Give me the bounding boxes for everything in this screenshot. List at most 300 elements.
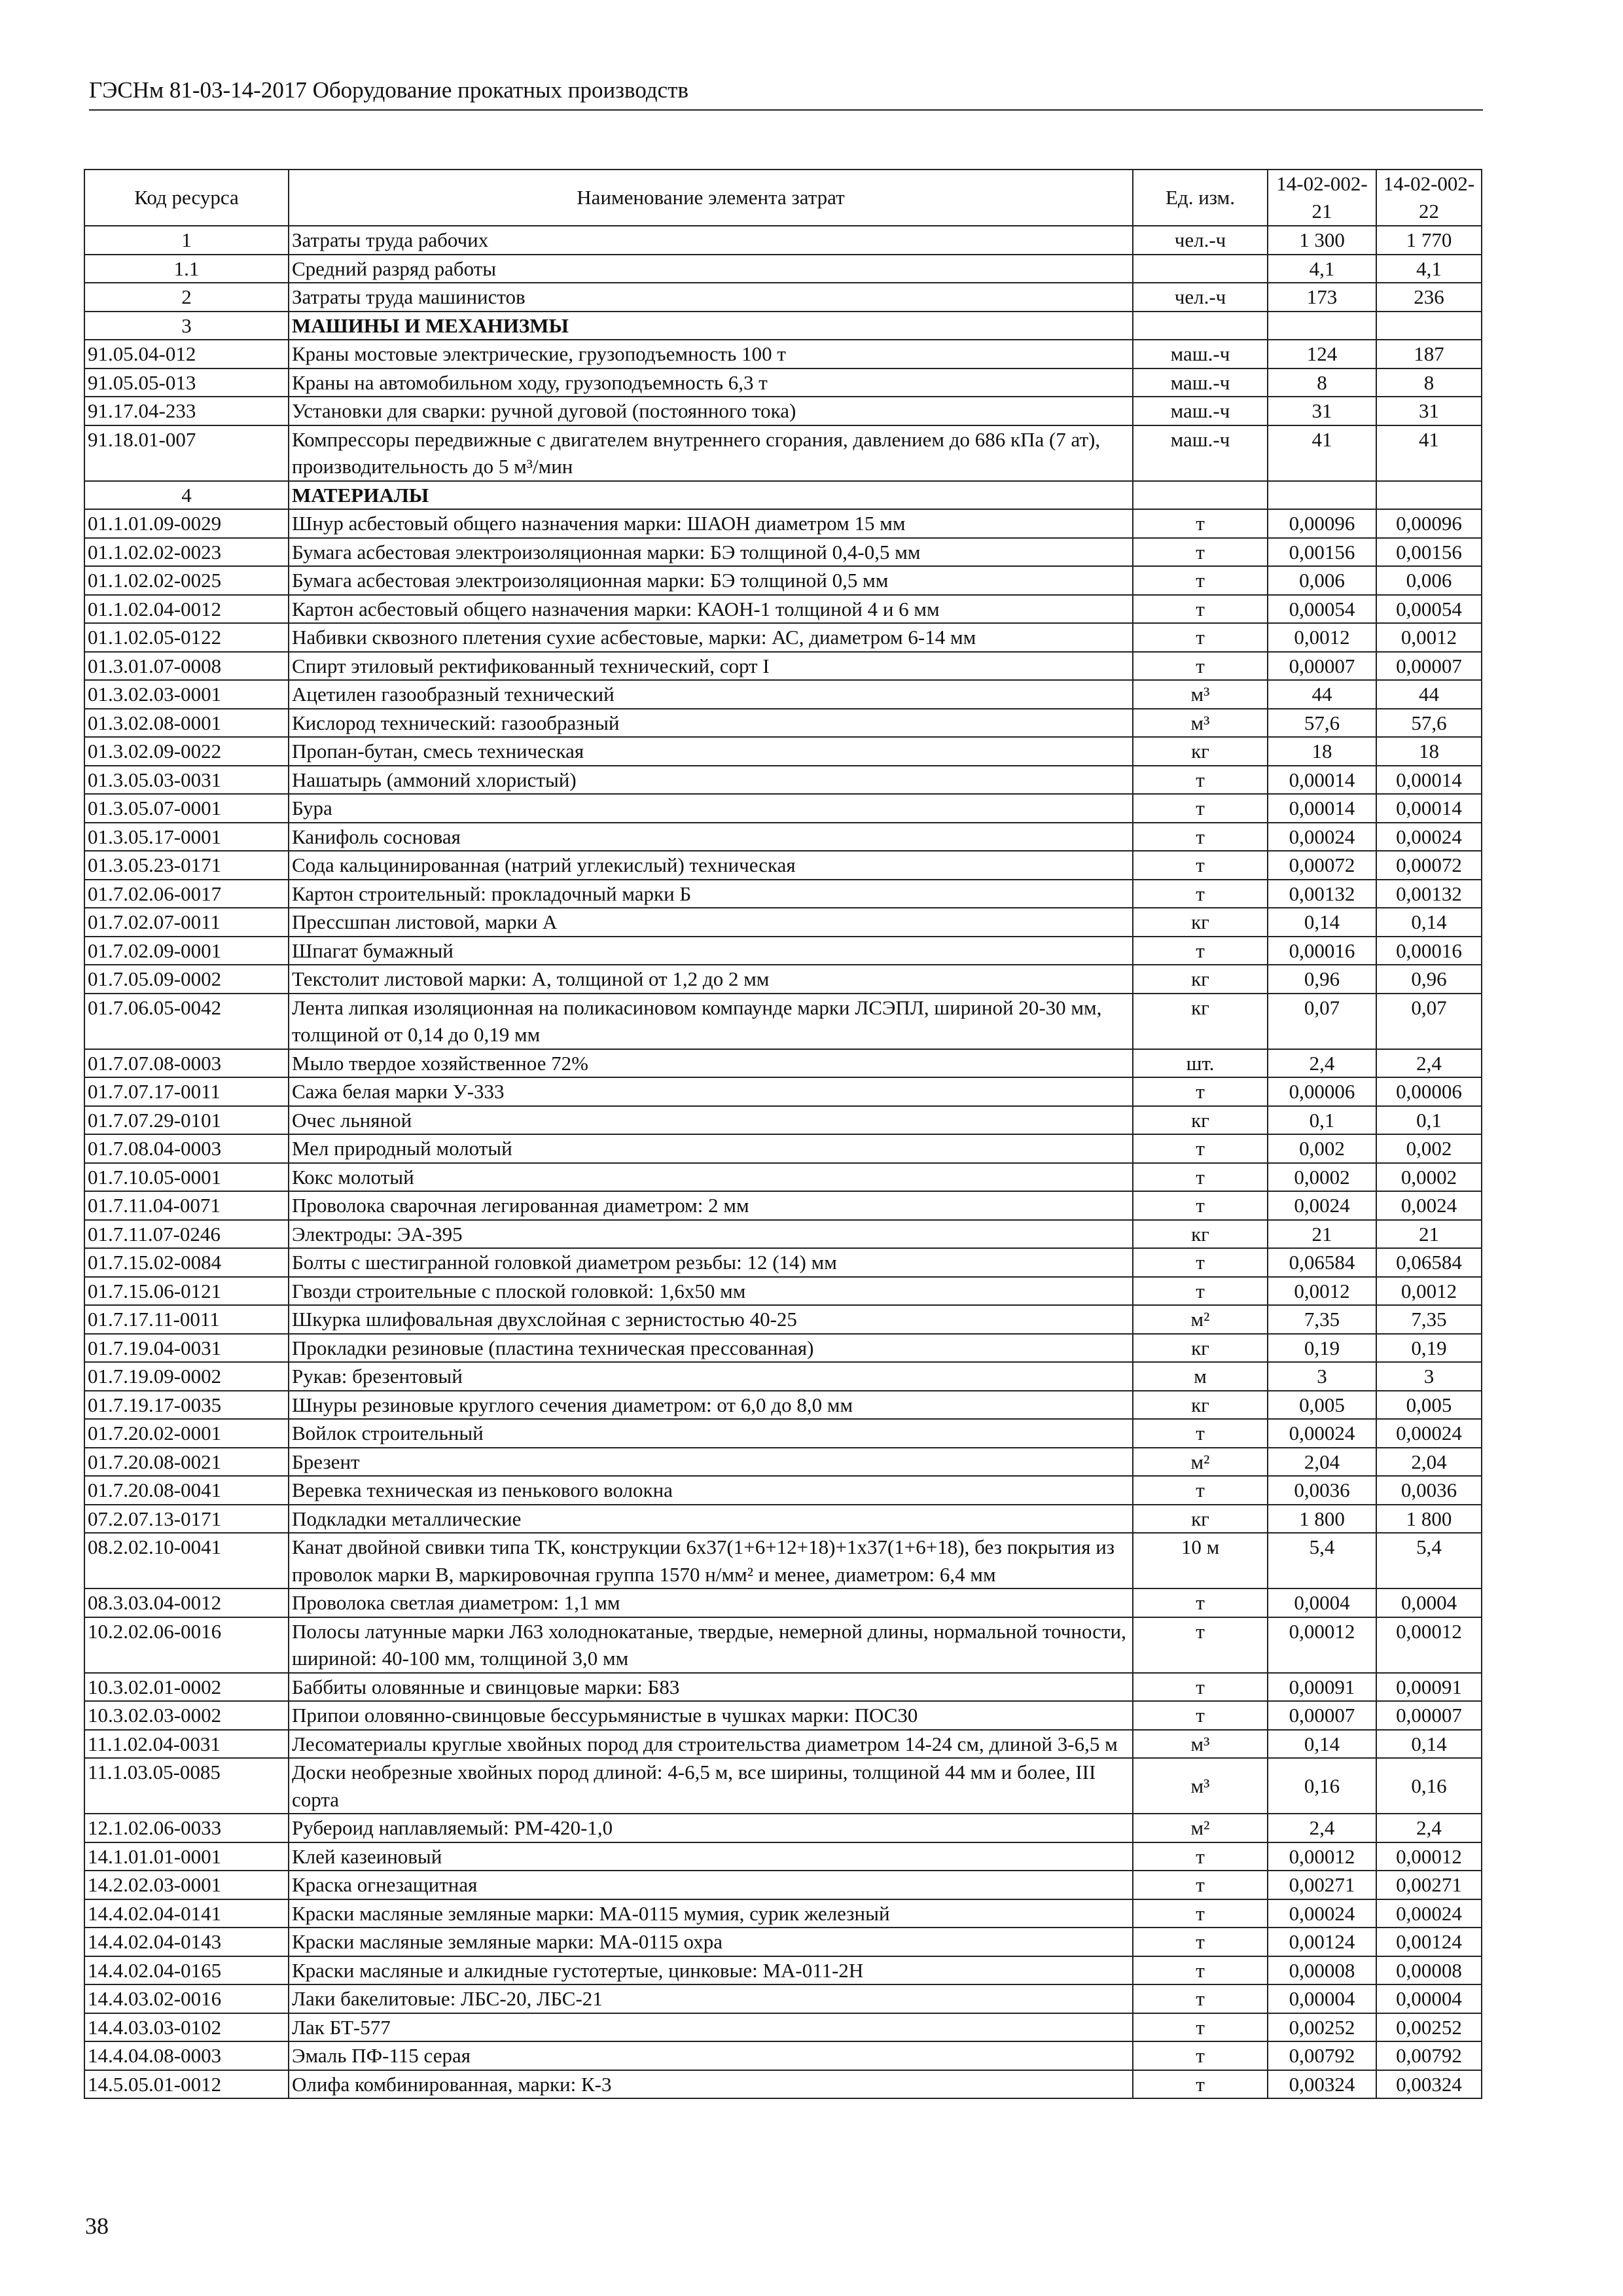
cell-unit: 10 м [1133,1533,1268,1588]
cell-value-14-02-002-22: 2,4 [1376,1814,1482,1842]
cell-code: 01.7.05.09-0002 [84,965,289,994]
cell-name: Установки для сварки: ручной дуговой (постоянного тока) [289,397,1133,425]
cell-value-14-02-002-21: 0,00024 [1268,1899,1376,1928]
cell-value-14-02-002-21: 0,14 [1268,1730,1376,1759]
cell-value-14-02-002-22: 0,00014 [1376,766,1482,795]
cell-code: 11.1.03.05-0085 [84,1758,289,1814]
cell-name: Мел природный молотый [289,1134,1133,1163]
cell-value-14-02-002-22: 0,00792 [1376,2041,1482,2070]
cell-code: 01.1.02.02-0025 [84,566,289,595]
cell-value-14-02-002-22: 187 [1376,340,1482,368]
table-row [84,965,1482,994]
cell-unit: т [1133,1928,1268,1956]
table-row [84,397,1482,425]
cell-value-14-02-002-21: 124 [1268,340,1376,368]
table-row [84,1701,1482,1730]
cell-value-14-02-002-21: 0,00008 [1268,1956,1376,1985]
table-row [84,1984,1482,2013]
cell-code: 01.7.07.17-0011 [84,1077,289,1106]
cell-code: 10.3.02.01-0002 [84,1673,289,1702]
resource-table [84,169,1482,2099]
cell-name: Нашатырь (аммоний хлористый) [289,766,1133,795]
cell-value-14-02-002-22: 0,16 [1376,1758,1482,1814]
cell-unit: т [1133,1191,1268,1220]
cell-name: Сода кальцинированная (натрий углекислый) техническая [289,851,1133,880]
cell-unit: т [1133,1673,1268,1702]
cell-name: Доски необрезные хвойных пород длиной: 4-6,5 м, все ширины, толщиной 44 мм и более, III сорта [289,1758,1133,1814]
table-row [84,2070,1482,2099]
table-row [84,255,1482,283]
cell-unit: м² [1133,1814,1268,1842]
cell-value-14-02-002-21: 0,00792 [1268,2041,1376,2070]
cell-value-14-02-002-22: 0,00024 [1376,823,1482,852]
cell-value-14-02-002-22: 0,00012 [1376,1842,1482,1871]
cell-value-14-02-002-21: 57,6 [1268,709,1376,738]
cell-value-14-02-002-22: 5,4 [1376,1533,1482,1588]
cell-name: Лаки бакелитовые: ЛБС-20, ЛБС-21 [289,1984,1133,2013]
cell-value-14-02-002-22: 44 [1376,680,1482,709]
header-rule [89,109,1483,111]
cell-unit: т [1133,1617,1268,1673]
cell-code: 14.4.02.04-0143 [84,1928,289,1956]
table-row [84,1758,1482,1814]
cell-value-14-02-002-21: 8 [1268,368,1376,397]
cell-code: 91.18.01-007 [84,425,289,481]
cell-value-14-02-002-21: 0,002 [1268,1134,1376,1163]
cell-value-14-02-002-21: 0,0012 [1268,1277,1376,1306]
cell-unit: кг [1133,1505,1268,1534]
col-header-unit: Ед. изм. [1133,170,1268,226]
table-row [84,1730,1482,1759]
table-row [84,226,1482,255]
cell-code: 14.4.02.04-0141 [84,1899,289,1928]
cell-value-14-02-002-21: 0,07 [1268,994,1376,1049]
cell-code: 14.4.04.08-0003 [84,2041,289,2070]
cell-unit: т [1133,1419,1268,1448]
cell-value-14-02-002-22: 0,00024 [1376,1899,1482,1928]
cell-name: Краски масляные и алкидные густотертые, цинковые: МА-011-2Н [289,1956,1133,1985]
cell-unit: т [1133,880,1268,908]
cell-name: Канифоль сосновая [289,823,1133,852]
cell-value-14-02-002-22: 0,006 [1376,566,1482,595]
cell-value-14-02-002-21: 0,00024 [1268,823,1376,852]
cell-value-14-02-002-22: 3 [1376,1362,1482,1391]
cell-unit [1133,312,1268,340]
cell-unit: маш.-ч [1133,397,1268,425]
cell-unit: м [1133,1362,1268,1391]
cell-value-14-02-002-22: 0,14 [1376,908,1482,937]
cell-name: Кислород технический: газообразный [289,709,1133,738]
cell-unit: маш.-ч [1133,368,1268,397]
cell-unit: м² [1133,1305,1268,1334]
cell-name: Картон асбестовый общего назначения марки: КАОН-1 толщиной 4 и 6 мм [289,595,1133,624]
cell-value-14-02-002-21: 0,00006 [1268,1077,1376,1106]
table-row [84,481,1482,510]
cell-unit: т [1133,794,1268,823]
table-row [84,1617,1482,1673]
table-row [84,1928,1482,1956]
cell-value-14-02-002-21: 0,0002 [1268,1163,1376,1192]
cell-name: Электроды: ЭА-395 [289,1220,1133,1249]
cell-value-14-02-002-21: 0,00324 [1268,2070,1376,2099]
cell-value-14-02-002-22: 0,00006 [1376,1077,1482,1106]
cell-code: 01.3.05.07-0001 [84,794,289,823]
table-row [84,1871,1482,1899]
cell-name: Компрессоры передвижные с двигателем внутреннего сгорания, давлением до 686 кПа (7 ат), производительность до 5 м³/мин [289,425,1133,481]
cell-unit: т [1133,1899,1268,1928]
cell-value-14-02-002-22: 0,005 [1376,1391,1482,1420]
cell-code: 01.3.02.08-0001 [84,709,289,738]
cell-unit: маш.-ч [1133,340,1268,368]
cell-value-14-02-002-21 [1268,481,1376,510]
cell-unit: т [1133,2041,1268,2070]
cell-value-14-02-002-22: 0,0004 [1376,1588,1482,1617]
cell-name: Затраты труда рабочих [289,226,1133,255]
cell-value-14-02-002-21: 0,00271 [1268,1871,1376,1899]
cell-value-14-02-002-22: 0,002 [1376,1134,1482,1163]
cell-value-14-02-002-22: 0,00008 [1376,1956,1482,1985]
cell-name: Войлок строительный [289,1419,1133,1448]
cell-name: Сажа белая марки У-333 [289,1077,1133,1106]
cell-name: Рубероид наплавляемый: РМ-420-1,0 [289,1814,1133,1842]
cell-code: 14.5.05.01-0012 [84,2070,289,2099]
cell-unit: т [1133,1476,1268,1505]
cell-code: 01.7.02.09-0001 [84,937,289,965]
table-row [84,1191,1482,1220]
cell-name: Шпагат бумажный [289,937,1133,965]
cell-name: Лесоматериалы круглые хвойных пород для строительства диаметром 14-24 см, длиной 3-6,5 м [289,1730,1133,1759]
cell-unit: т [1133,1248,1268,1277]
cell-value-14-02-002-21: 0,0012 [1268,623,1376,652]
cell-unit: кг [1133,1106,1268,1135]
cell-name: Краски масляные земляные марки: МА-0115 охра [289,1928,1133,1956]
table-row [84,538,1482,567]
cell-code: 91.05.05-013 [84,368,289,397]
cell-value-14-02-002-22: 7,35 [1376,1305,1482,1334]
cell-code: 12.1.02.06-0033 [84,1814,289,1842]
cell-value-14-02-002-21: 0,00132 [1268,880,1376,908]
cell-name: Баббиты оловянные и свинцовые марки: Б83 [289,1673,1133,1702]
cell-name: Краны на автомобильном ходу, грузоподъемность 6,3 т [289,368,1133,397]
cell-value-14-02-002-22: 0,00007 [1376,652,1482,681]
table-row [84,1673,1482,1702]
cell-code: 01.7.06.05-0042 [84,994,289,1049]
cell-value-14-02-002-21: 21 [1268,1220,1376,1249]
cell-value-14-02-002-21: 0,00091 [1268,1673,1376,1702]
cell-unit: м³ [1133,680,1268,709]
cell-unit: кг [1133,1391,1268,1420]
cell-value-14-02-002-21: 0,00054 [1268,595,1376,624]
cell-value-14-02-002-22: 41 [1376,425,1482,481]
cell-name: Рукав: брезентовый [289,1362,1133,1391]
cell-code: 01.1.01.09-0029 [84,509,289,538]
cell-value-14-02-002-21: 41 [1268,425,1376,481]
cell-value-14-02-002-21: 0,14 [1268,908,1376,937]
cell-name: Канат двойной свивки типа ТК, конструкции 6х37(1+6+12+18)+1х37(1+6+18), без покрытия из проволок марки В, маркировочная группа 1570 н/мм² и менее, диаметром: 6,4 мм [289,1533,1133,1588]
table-row [84,1899,1482,1928]
cell-name: Брезент [289,1448,1133,1477]
cell-name: Лак БТ-577 [289,2013,1133,2042]
table-row [84,1476,1482,1505]
cell-code: 14.1.01.01-0001 [84,1842,289,1871]
table-row [84,1305,1482,1334]
cell-value-14-02-002-21: 0,06584 [1268,1248,1376,1277]
table-row [84,283,1482,312]
cell-value-14-02-002-22: 236 [1376,283,1482,312]
cell-unit: т [1133,823,1268,852]
cell-value-14-02-002-22: 0,00004 [1376,1984,1482,2013]
cell-name: Набивки сквозного плетения сухие асбестовые, марки: АС, диаметром 6-14 мм [289,623,1133,652]
table-row [84,1956,1482,1985]
cell-name: Олифа комбинированная, марки: К-3 [289,2070,1133,2099]
cell-value-14-02-002-21: 0,19 [1268,1334,1376,1363]
cell-code: 01.7.20.08-0041 [84,1476,289,1505]
cell-unit: чел.-ч [1133,283,1268,312]
table-row [84,908,1482,937]
cell-unit: м³ [1133,1758,1268,1814]
cell-name: Средний разряд работы [289,255,1133,283]
table-row [84,595,1482,624]
cell-unit: кг [1133,965,1268,994]
col-header-code: Код ресурса [84,170,289,226]
cell-value-14-02-002-21: 0,00007 [1268,1701,1376,1730]
cell-value-14-02-002-22 [1376,481,1482,510]
cell-value-14-02-002-21: 0,00096 [1268,509,1376,538]
table-row [84,566,1482,595]
page-number: 38 [85,2213,109,2239]
cell-code: 01.7.08.04-0003 [84,1134,289,1163]
table-row [84,1588,1482,1617]
cell-code: 01.1.02.02-0023 [84,538,289,567]
cell-value-14-02-002-21: 0,00252 [1268,2013,1376,2042]
cell-value-14-02-002-21: 0,006 [1268,566,1376,595]
document-header-title: ГЭСНм 81-03-14-2017 Оборудование прокатных производств [89,77,688,103]
cell-value-14-02-002-22: 0,0002 [1376,1163,1482,1192]
cell-value-14-02-002-22: 0,00016 [1376,937,1482,965]
cell-value-14-02-002-21: 7,35 [1268,1305,1376,1334]
cell-value-14-02-002-22: 0,0012 [1376,623,1482,652]
cell-unit: т [1133,1984,1268,2013]
cell-value-14-02-002-22: 0,96 [1376,965,1482,994]
cell-value-14-02-002-21: 0,00024 [1268,1419,1376,1448]
cell-unit [1133,255,1268,283]
cell-code: 08.3.03.04-0012 [84,1588,289,1617]
cell-code: 01.3.02.03-0001 [84,680,289,709]
cell-code: 4 [84,481,289,510]
cell-code: 01.3.05.03-0031 [84,766,289,795]
cell-code: 1.1 [84,255,289,283]
table-row [84,1505,1482,1534]
cell-value-14-02-002-21: 2,4 [1268,1049,1376,1078]
cell-unit: т [1133,1842,1268,1871]
cell-unit: т [1133,937,1268,965]
cell-value-14-02-002-22: 2,04 [1376,1448,1482,1477]
cell-unit: кг [1133,737,1268,766]
cell-code: 01.3.01.07-0008 [84,652,289,681]
cell-value-14-02-002-22: 0,00252 [1376,2013,1482,2042]
cell-value-14-02-002-22 [1376,312,1482,340]
table-row [84,368,1482,397]
cell-value-14-02-002-21: 0,0004 [1268,1588,1376,1617]
table-body [84,226,1482,2098]
cell-name: Прокладки резиновые (пластина техническая прессованная) [289,1334,1133,1363]
cell-code: 1 [84,226,289,255]
cell-code: 07.2.07.13-0171 [84,1505,289,1534]
table-header-row [84,170,1482,226]
cell-name: Пропан-бутан, смесь техническая [289,737,1133,766]
cell-value-14-02-002-21: 0,0024 [1268,1191,1376,1220]
cell-value-14-02-002-22: 0,00014 [1376,794,1482,823]
cell-unit: т [1133,595,1268,624]
cell-unit: т [1133,623,1268,652]
cell-value-14-02-002-22: 0,06584 [1376,1248,1482,1277]
cell-value-14-02-002-22: 21 [1376,1220,1482,1249]
cell-name: Шкурка шлифовальная двухслойная с зернистостью 40-25 [289,1305,1133,1334]
cell-name: Болты с шестигранной головкой диаметром резьбы: 12 (14) мм [289,1248,1133,1277]
table-row [84,2013,1482,2042]
cell-name: Проволока светлая диаметром: 1,1 мм [289,1588,1133,1617]
cell-value-14-02-002-22: 0,0036 [1376,1476,1482,1505]
cell-code: 01.3.02.09-0022 [84,737,289,766]
table-row [84,937,1482,965]
table-row [84,425,1482,481]
cell-code: 01.7.15.06-0121 [84,1277,289,1306]
cell-value-14-02-002-22: 0,1 [1376,1106,1482,1135]
cell-unit: маш.-ч [1133,425,1268,481]
cell-code: 01.7.20.02-0001 [84,1419,289,1448]
cell-value-14-02-002-22: 2,4 [1376,1049,1482,1078]
cell-value-14-02-002-21: 173 [1268,283,1376,312]
cell-name: Лента липкая изоляционная на поликасиновом компаунде марки ЛСЭПЛ, шириной 20-30 мм, толщиной от 0,14 до 0,19 мм [289,994,1133,1049]
cell-code: 14.2.02.03-0001 [84,1871,289,1899]
cell-name: Ацетилен газообразный технический [289,680,1133,709]
cell-value-14-02-002-22: 0,07 [1376,994,1482,1049]
cell-code: 01.7.19.17-0035 [84,1391,289,1420]
cell-value-14-02-002-21: 31 [1268,397,1376,425]
cell-code: 14.4.02.04-0165 [84,1956,289,1985]
cell-value-14-02-002-21: 2,4 [1268,1814,1376,1842]
cell-unit: т [1133,509,1268,538]
cell-value-14-02-002-22: 0,00054 [1376,595,1482,624]
cell-value-14-02-002-22: 0,19 [1376,1334,1482,1363]
cell-value-14-02-002-21: 0,00072 [1268,851,1376,880]
cell-code: 01.3.05.17-0001 [84,823,289,852]
cell-code: 01.3.05.23-0171 [84,851,289,880]
cell-unit: кг [1133,908,1268,937]
cell-value-14-02-002-22: 0,00096 [1376,509,1482,538]
cell-unit: т [1133,1956,1268,1985]
cell-value-14-02-002-21: 0,16 [1268,1758,1376,1814]
table-row [84,1248,1482,1277]
cell-name: Очес льняной [289,1106,1133,1135]
cell-code: 01.1.02.04-0012 [84,595,289,624]
cell-unit: т [1133,1871,1268,1899]
col-header-14-02-002-21: 14-02-002-21 [1268,170,1376,226]
cell-value-14-02-002-22: 0,00156 [1376,538,1482,567]
table-row [84,709,1482,738]
cell-unit: т [1133,566,1268,595]
cell-unit: т [1133,1277,1268,1306]
cell-name: МАТЕРИАЛЫ [289,481,1133,510]
cell-unit: т [1133,851,1268,880]
cell-code: 01.7.02.06-0017 [84,880,289,908]
cell-code: 01.7.07.08-0003 [84,1049,289,1078]
cell-value-14-02-002-21: 0,00156 [1268,538,1376,567]
table-row [84,1277,1482,1306]
table-row [84,794,1482,823]
cell-value-14-02-002-22: 57,6 [1376,709,1482,738]
cell-name: Затраты труда машинистов [289,283,1133,312]
cell-name: Краны мостовые электрические, грузоподъемность 100 т [289,340,1133,368]
table-row [84,1391,1482,1420]
cell-name: Веревка техническая из пенькового волокна [289,1476,1133,1505]
cell-code: 01.7.02.07-0011 [84,908,289,937]
cell-value-14-02-002-21: 1 800 [1268,1505,1376,1534]
cell-value-14-02-002-21: 1 300 [1268,226,1376,255]
cell-unit: т [1133,1077,1268,1106]
cell-unit: чел.-ч [1133,226,1268,255]
table-row [84,1106,1482,1135]
table-row [84,509,1482,538]
cell-value-14-02-002-21: 4,1 [1268,255,1376,283]
cell-code: 14.4.03.02-0016 [84,1984,289,2013]
cell-name: Бура [289,794,1133,823]
cell-name: Краска огнезащитная [289,1871,1133,1899]
cell-value-14-02-002-22: 0,00271 [1376,1871,1482,1899]
cell-value-14-02-002-21: 0,00014 [1268,794,1376,823]
cell-name: Бумага асбестовая электроизоляционная марки: БЭ толщиной 0,5 мм [289,566,1133,595]
cell-unit: м² [1133,1448,1268,1477]
table-row [84,1163,1482,1192]
table-row [84,2041,1482,2070]
cell-name: Полосы латунные марки Л63 холоднокатаные, твердые, немерной длины, нормальной точности, шириной: 40-100 мм, толщиной 3,0 мм [289,1617,1133,1673]
cell-value-14-02-002-21: 18 [1268,737,1376,766]
table-row [84,1134,1482,1163]
cell-value-14-02-002-21: 0,00004 [1268,1984,1376,2013]
table-row [84,1049,1482,1078]
cell-name: Подкладки металлические [289,1505,1133,1534]
cell-code: 01.7.20.08-0021 [84,1448,289,1477]
cell-code: 01.1.02.05-0122 [84,623,289,652]
cell-name: Клей казеиновый [289,1842,1133,1871]
cell-unit: т [1133,1163,1268,1192]
table-row [84,851,1482,880]
cell-unit: т [1133,2013,1268,2042]
cell-value-14-02-002-21: 0,96 [1268,965,1376,994]
cell-value-14-02-002-22: 0,00124 [1376,1928,1482,1956]
cell-name: Кокс молотый [289,1163,1133,1192]
cell-value-14-02-002-22: 0,00072 [1376,851,1482,880]
table-row [84,1842,1482,1871]
cell-unit: т [1133,1588,1268,1617]
cell-value-14-02-002-21: 0,005 [1268,1391,1376,1420]
cell-unit [1133,481,1268,510]
cell-value-14-02-002-22: 0,0024 [1376,1191,1482,1220]
cell-value-14-02-002-22: 1 800 [1376,1505,1482,1534]
cell-unit: шт. [1133,1049,1268,1078]
cell-value-14-02-002-21: 0,00012 [1268,1617,1376,1673]
cell-name: Спирт этиловый ректификованный технический, сорт I [289,652,1133,681]
cell-name: Картон строительный: прокладочный марки Б [289,880,1133,908]
cell-unit: т [1133,766,1268,795]
cell-name: Эмаль ПФ-115 серая [289,2041,1133,2070]
table-row [84,823,1482,852]
cell-value-14-02-002-22: 0,00091 [1376,1673,1482,1702]
cell-value-14-02-002-21: 0,00016 [1268,937,1376,965]
table-row [84,1220,1482,1249]
cell-code: 3 [84,312,289,340]
cell-value-14-02-002-22: 31 [1376,397,1482,425]
